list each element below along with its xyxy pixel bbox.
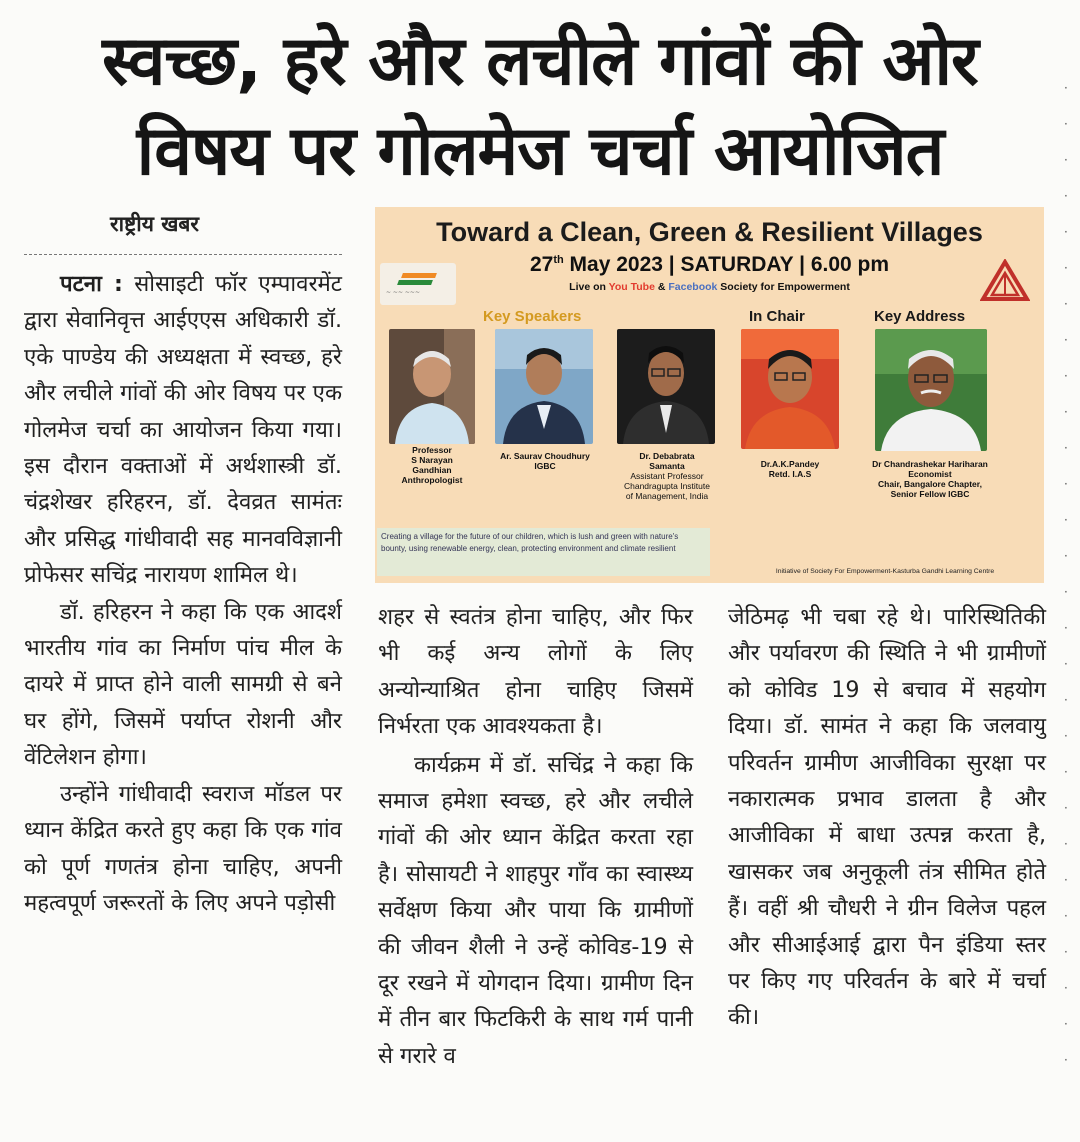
key-address-caption xyxy=(845,459,1015,499)
section-key-speakers: Key Speakers xyxy=(483,308,582,325)
poster-quote: Creating a village for the future of our children, which is lush and green with nature's bounty, using renewable energy, clean, protecting environment and climate resilient xyxy=(377,528,710,576)
caption-line: Dr.A.K.Pandey xyxy=(760,459,820,469)
article-column-1 xyxy=(24,266,342,921)
article-column-2 xyxy=(378,599,693,1074)
caption-line: Gandhian xyxy=(412,465,452,475)
paragraph: शहर से स्वतंत्र होना चाहिए, और फिर भी कई अन्य लोगों के लिए अन्योन्याश्रित होना चाहिए जिसमें निर्भरता एक आवश्यकता है। xyxy=(378,604,693,740)
byline-divider xyxy=(24,254,342,255)
poster-date-suffix: th xyxy=(553,254,564,266)
live-prefix: Live on xyxy=(569,281,609,293)
poster-initiative: Initiative of Society For Empowerment-Kasturba Gandhi Learning Centre xyxy=(775,568,995,575)
caption-line: Samanta xyxy=(649,461,685,471)
dateline: पटना : xyxy=(60,271,123,297)
caption-line: of Management, India xyxy=(625,491,709,501)
key-address-photo xyxy=(875,329,987,451)
caption-line: Assistant Professor xyxy=(630,471,704,481)
chair-photo xyxy=(741,329,839,449)
section-key-address: Key Address xyxy=(874,308,966,325)
poster-live-line xyxy=(375,281,1044,293)
youtube-label: You Tube xyxy=(608,281,655,293)
next-article-cropped-strip xyxy=(0,1128,1080,1142)
headline-line-1: स्वच्छ, हरे और लचीले गांवों की ओर xyxy=(102,22,978,101)
paragraph: उन्होंने गांधीवादी स्वराज मॉडल पर ध्यान केंद्रित करते हुए कहा कि एक गांव को पूर्ण गणतंत्र होना चाहिए, अपनी महत्वपूर्ण जरूरतों के लिए अपने पड़ोसी xyxy=(24,780,342,916)
poster-date-day: 27 xyxy=(529,253,554,276)
paragraph: डॉ. हरिहरन ने कहा कि एक आदर्श भारतीय गांव का निर्माण पांच मील के दायरे में प्राप्त होने वाली सामग्री से बने घर होंगे, जिसमें पर्याप्त रोशनी और वेंटिलेशन होगा। xyxy=(24,598,342,771)
speaker-caption xyxy=(483,451,607,471)
caption-line: Ar. Saurav Choudhury xyxy=(500,451,590,461)
logo-text-graphic: ~ ~~ ~~~ xyxy=(386,289,420,296)
poster-title: Toward a Clean, Green & Resilient Villages xyxy=(436,217,983,247)
live-suffix: Society for Empowerment xyxy=(717,281,850,293)
speaker-photo xyxy=(495,329,593,444)
byline: राष्ट्रीय खबर xyxy=(110,212,199,236)
paragraph: कार्यक्रम में डॉ. सचिंद्र ने कहा कि समाज हमेशा स्वच्छ, हरे और लचीले गांवों की ओर ध्यान केंद्रित करता रहा है। सोसायटी ने शाहपुर गाँव का स्वास्थ्य सर्वेक्षण किया और पाया कि ग्रामीणों की जीवन शैली ने उन्हें कोविड-19 से दूर रखने में योगदान दिया। ग्रामीण दिन में तीन बार फिटकिरी के साथ गर्म पानी से गरारे व xyxy=(378,751,693,1069)
speaker-caption xyxy=(607,451,727,501)
poster-date-rest: May 2023 | SATURDAY | 6.00 pm xyxy=(563,253,890,276)
organisation-logo-left xyxy=(380,263,456,305)
paragraph: जेठिमढ़ भी चबा रहे थे। पारिस्थितिकी और पर्यावरण की स्थिति ने भी ग्रामीणों को कोविड 19 से बचाव में सहयोग दिया। डॉ. सामंत ने कहा कि जलवायु परिवर्तन ग्रामीण आजीविका सुरक्षा पर नकारात्मक प्रभाव डालता है और आजीविका में बाधा उत्पन्न करता है, खासकर जब अनुकूली तंत्र सीमित होते हैं। वहीं श्री चौधरी ने ग्रीन विलेज पहल और सीआईआई द्वारा पैन इंडिया स्तर पर किए गए परिवर्तन के बारे में चर्चा की। xyxy=(728,604,1046,1031)
speaker-photo xyxy=(389,329,475,444)
caption-line: Dr. Debabrata xyxy=(639,451,695,461)
caption-line: Chandragupta Institute xyxy=(623,481,710,491)
caption-line: Economist xyxy=(908,469,952,479)
paragraph xyxy=(24,266,342,594)
organisation-logo-right-icon xyxy=(980,259,1030,303)
headline-line-2: विषय पर गोलमेज चर्चा आयोजित xyxy=(136,112,944,191)
caption-line: Anthropologist xyxy=(401,475,463,485)
caption-line: Dr Chandrashekar Hariharan xyxy=(872,459,988,469)
live-amp: & xyxy=(654,281,669,293)
adjacent-column-edge: · · · · · · · · · · · · · · · · · · · · · · · · · · · · xyxy=(1064,81,1068,1067)
facebook-label: Facebook xyxy=(668,281,718,293)
paragraph-text: सोसाइटी फॉर एम्पावरमेंट द्वारा सेवानिवृत्त आईएएस अधिकारी डॉ. एके पाण्डेय की अध्यक्षता में स्वच्छ, हरे और लचीले गांवों की ओर विषय पर एक गोलमेज चर्चा का आयोजन किया गया। इस दौरान वक्ताओं में अर्थशास्त्री डॉ. चंद्रशेखर हरिहरन, डॉ. देवव्रत सामंतः और प्रसिद्ध गांधीवादी सह मानवविज्ञानी प्रोफेसर सचिंद्र नारायण शामिल थे। xyxy=(24,271,342,589)
speaker-caption xyxy=(387,445,477,485)
chair-caption xyxy=(737,459,843,479)
poster-date xyxy=(375,253,1044,277)
event-poster xyxy=(375,207,1044,583)
caption-line: Chair, Bangalore Chapter, xyxy=(878,479,982,489)
caption-line: S Narayan xyxy=(411,455,453,465)
article-column-3 xyxy=(728,599,1046,1036)
caption-line: Senior Fellow IGBC xyxy=(890,489,970,499)
section-in-chair: In Chair xyxy=(749,308,805,325)
caption-line: IGBC xyxy=(534,461,556,471)
speaker-photo xyxy=(617,329,715,444)
caption-line: Professor xyxy=(412,445,452,455)
caption-line: Retd. I.A.S xyxy=(768,469,812,479)
